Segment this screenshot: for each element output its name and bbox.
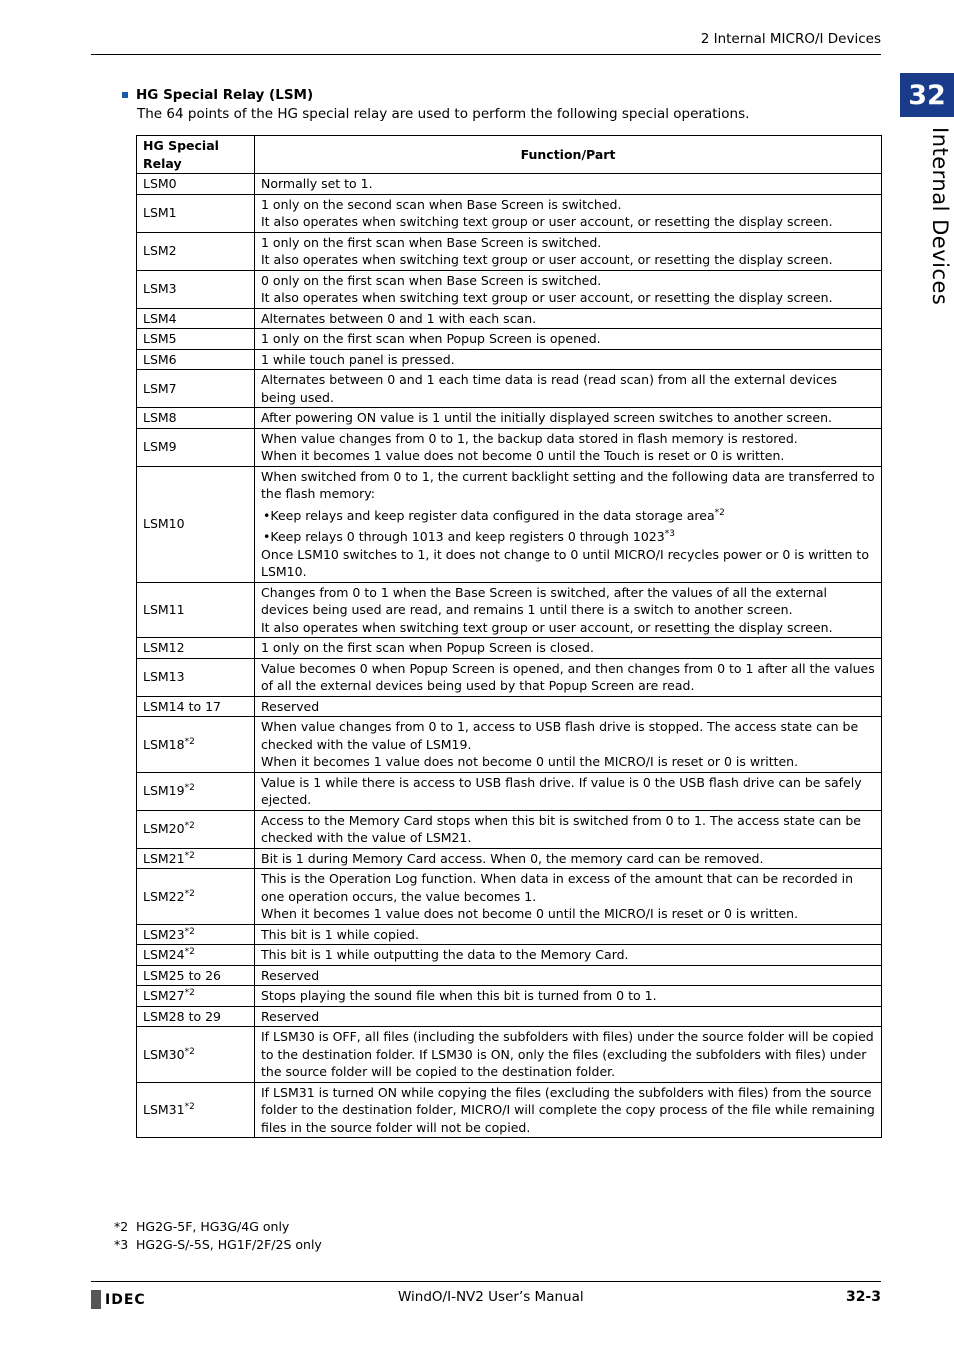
- function-text: Reserved: [261, 698, 320, 714]
- footnote-ref: *2: [184, 1101, 195, 1112]
- square-bullet-icon: [122, 92, 128, 98]
- table-row: [137, 986, 882, 1007]
- function-cell: [255, 232, 882, 270]
- function-text: 1 while touch panel is pressed.: [261, 351, 455, 367]
- function-cell: [255, 329, 882, 350]
- relay-name: LSM2: [143, 243, 177, 259]
- relay-name: LSM25 to 26: [143, 967, 221, 983]
- function-cell: [255, 349, 882, 370]
- function-text: Access to the Memory Card stops when this bit is switched from 0 to 1. The access state can be checked with the value of LSM21.: [261, 812, 861, 845]
- footnote-ref: *2: [184, 987, 195, 998]
- function-text: Reserved: [261, 1008, 320, 1024]
- table-row: [137, 1082, 882, 1138]
- table-row: [137, 638, 882, 659]
- table-row: [137, 924, 882, 945]
- function-text: Alternates between 0 and 1 with each scan.: [261, 310, 537, 326]
- footer-divider: [91, 1281, 881, 1282]
- relay-name: LSM18: [143, 736, 185, 752]
- footnote-text: HG2G-5F, HG3G/4G only: [136, 1219, 290, 1234]
- function-cell: [255, 1082, 882, 1138]
- function-text: If LSM31 is turned ON while copying the files (excluding the subfolders with files) from the source folder to the destination folder, MICRO/I will complete the copy process of the file while remaining files in the source folder will not be copied.: [261, 1084, 875, 1135]
- relay-name-cell: [137, 370, 255, 408]
- table-row: [137, 1027, 882, 1083]
- table-row: [137, 232, 882, 270]
- footnote-mark: *3: [114, 1237, 129, 1252]
- footnote-ref: *2: [184, 946, 195, 957]
- relay-name-cell: [137, 466, 255, 582]
- relay-name: LSM1: [143, 205, 177, 221]
- footnote-ref: *3: [664, 528, 675, 539]
- relay-name: LSM13: [143, 669, 185, 685]
- relay-name: LSM30: [143, 1046, 185, 1062]
- section-intro: The 64 points of the HG special relay are used to perform the following special operations.: [137, 106, 750, 122]
- function-cell: [255, 1006, 882, 1027]
- table-row: [137, 174, 882, 195]
- function-cell: [255, 370, 882, 408]
- table-row: [137, 658, 882, 696]
- function-text: Bit is 1 during Memory Card access. When 0, the memory card can be removed.: [261, 850, 764, 866]
- relay-name: LSM5: [143, 331, 177, 346]
- footnote: [114, 1236, 322, 1254]
- function-text: Value becomes 0 when Popup Screen is opened, and then changes from 0 to 1 after all the values of all the external devices being used by that Popup Screen are read.: [261, 660, 875, 693]
- bullet-text: •Keep relays 0 through 1013 and keep registers 0 through 1023: [263, 529, 665, 544]
- footnote-ref: *2: [184, 926, 195, 937]
- idec-logo: [91, 1290, 146, 1309]
- function-text: Alternates between 0 and 1 each time data is read (read scan) from all the external devices being used.: [261, 372, 838, 405]
- function-cell: [255, 194, 882, 232]
- function-text: Reserved: [261, 967, 320, 983]
- relay-name: LSM24: [143, 947, 185, 962]
- function-cell: [255, 772, 882, 810]
- table-row: [137, 466, 882, 582]
- relay-name: LSM27: [143, 988, 185, 1003]
- function-cell: [255, 174, 882, 195]
- relay-name: LSM3: [143, 281, 177, 297]
- relay-name-cell: [137, 696, 255, 717]
- function-text: This bit is 1 while outputting the data to the Memory Card.: [261, 947, 629, 962]
- function-bullet: [263, 507, 875, 525]
- relay-name-cell: [137, 1006, 255, 1027]
- relay-name-cell: [137, 945, 255, 966]
- relay-name: LSM12: [143, 640, 185, 655]
- page-number: 32-3: [845, 1289, 881, 1305]
- table-row: [137, 965, 882, 986]
- function-cell: [255, 428, 882, 466]
- table-row: [137, 717, 882, 773]
- column-header-relay: HG Special Relay: [137, 136, 255, 174]
- logo-text: IDEC: [105, 1291, 146, 1308]
- relay-name-cell: [137, 349, 255, 370]
- header-divider: [91, 54, 881, 55]
- relay-name-cell: [137, 658, 255, 696]
- function-text: When it becomes 1 value does not become 0 until the Touch is reset or 0 is written.: [261, 448, 785, 463]
- relay-name: LSM14 to 17: [143, 698, 221, 714]
- function-cell: [255, 638, 882, 659]
- relay-name: LSM23: [143, 926, 185, 942]
- footnote-ref: *2: [714, 507, 725, 518]
- function-cell: [255, 848, 882, 869]
- relay-name: LSM20: [143, 821, 185, 837]
- table-row: [137, 696, 882, 717]
- function-text: Normally set to 1.: [261, 176, 373, 191]
- table-row: [137, 428, 882, 466]
- relay-name-cell: [137, 232, 255, 270]
- table-row: [137, 308, 882, 329]
- function-text: 0 only on the first scan when Base Screen is switched.: [261, 272, 602, 288]
- function-text: Once LSM10 switches to 1, it does not change to 0 until MICRO/I recycles power or 0 is written to LSM10.: [261, 546, 869, 579]
- relay-name-cell: [137, 1082, 255, 1138]
- relay-name-cell: [137, 810, 255, 848]
- chapter-number-tab: 32: [900, 73, 954, 117]
- function-text: It also operates when switching text group or user account, or resetting the display screen.: [261, 252, 833, 267]
- function-text: Changes from 0 to 1 when the Base Screen is switched, after the values of all the external devices being used are read, and remains 1 until there is a switch to another screen.: [261, 584, 827, 617]
- relay-name-cell: [137, 329, 255, 350]
- relay-name-cell: [137, 869, 255, 925]
- function-text: When it becomes 1 value does not become 0 until the MICRO/I is reset or 0 is written.: [261, 754, 799, 769]
- function-text: This is the Operation Log function. When data in excess of the amount that can be recorded in one operation occurs, the value becomes 1.: [261, 871, 854, 904]
- function-text: When value changes from 0 to 1, access to USB flash drive is stopped. The access state can be checked with the value of LSM19.: [261, 719, 859, 752]
- column-header-function: Function/Part: [255, 136, 882, 174]
- footnote: [114, 1218, 322, 1236]
- function-cell: [255, 1027, 882, 1083]
- function-text: It also operates when switching text group or user account, or resetting the display screen.: [261, 214, 833, 229]
- function-text: It also operates when switching text group or user account, or resetting the display screen.: [261, 290, 833, 305]
- logo-mark-icon: [91, 1290, 101, 1309]
- manual-title: WindO/I-NV2 User’s Manual: [398, 1289, 584, 1305]
- chapter-side-title: Internal Devices: [928, 127, 952, 306]
- relay-name-cell: [137, 965, 255, 986]
- section-heading: [122, 87, 313, 103]
- function-cell: [255, 717, 882, 773]
- relay-name: LSM21: [143, 850, 185, 866]
- relay-name: LSM9: [143, 439, 177, 455]
- relay-name-cell: [137, 408, 255, 429]
- footnote-text: HG2G-S/-5S, HG1F/2F/2S only: [136, 1237, 322, 1252]
- header-section-title: 2 Internal MICRO/I Devices: [700, 31, 881, 47]
- function-text: This bit is 1 while copied.: [261, 926, 419, 942]
- relay-name-cell: [137, 270, 255, 308]
- relay-name-cell: [137, 924, 255, 945]
- function-text: It also operates when switching text group or user account, or resetting the display screen.: [261, 619, 833, 635]
- function-text: 1 only on the second scan when Base Screen is switched.: [261, 196, 622, 212]
- table-row: [137, 945, 882, 966]
- relay-name-cell: [137, 1027, 255, 1083]
- function-cell: [255, 986, 882, 1007]
- bullet-text: •Keep relays and keep register data configured in the data storage area: [263, 507, 715, 523]
- relay-name-cell: [137, 638, 255, 659]
- relay-name: LSM11: [143, 602, 185, 617]
- footnote-ref: *2: [184, 888, 195, 899]
- function-text: Stops playing the sound file when this bit is turned from 0 to 1.: [261, 988, 657, 1003]
- footnote-ref: *2: [184, 736, 195, 747]
- relay-name-cell: [137, 772, 255, 810]
- function-cell: [255, 658, 882, 696]
- relay-name-cell: [137, 582, 255, 638]
- function-cell: [255, 869, 882, 925]
- table-row: [137, 194, 882, 232]
- relay-name: LSM6: [143, 351, 177, 367]
- relay-name: LSM28 to 29: [143, 1008, 221, 1024]
- function-cell: [255, 810, 882, 848]
- table-row: [137, 869, 882, 925]
- footnotes: [114, 1218, 322, 1254]
- function-cell: [255, 696, 882, 717]
- relay-name-cell: [137, 848, 255, 869]
- relay-name: LSM0: [143, 176, 177, 191]
- function-text: When value changes from 0 to 1, the backup data stored in flash memory is restored.: [261, 430, 798, 446]
- relay-name: LSM10: [143, 516, 185, 532]
- function-bullet: [263, 528, 875, 546]
- table-row: [137, 408, 882, 429]
- function-cell: [255, 945, 882, 966]
- relay-name: LSM8: [143, 410, 177, 425]
- function-text: When it becomes 1 value does not become 0 until the MICRO/I is reset or 0 is written.: [261, 906, 799, 921]
- table-header-row: [137, 136, 882, 174]
- special-relay-table: [136, 135, 882, 1138]
- function-cell: [255, 408, 882, 429]
- footnote-ref: *2: [184, 850, 195, 861]
- function-text: 1 only on the first scan when Popup Screen is closed.: [261, 640, 594, 655]
- function-text: After powering ON value is 1 until the initially displayed screen switches to another screen.: [261, 410, 832, 425]
- function-text: Value is 1 while there is access to USB flash drive. If value is 0 the USB flash drive can be safely ejected.: [261, 774, 862, 807]
- relay-name: LSM4: [143, 310, 177, 326]
- relay-name: LSM19: [143, 783, 185, 799]
- table-row: [137, 810, 882, 848]
- relay-name-cell: [137, 428, 255, 466]
- function-cell: [255, 965, 882, 986]
- footnote-mark: *2: [114, 1219, 129, 1234]
- table-body: [137, 174, 882, 1138]
- section-title-text: HG Special Relay (LSM): [136, 87, 314, 103]
- table-row: [137, 370, 882, 408]
- relay-name: LSM31: [143, 1102, 185, 1117]
- table-row: [137, 349, 882, 370]
- relay-name-cell: [137, 717, 255, 773]
- footnote-ref: *2: [184, 1046, 195, 1057]
- function-text: If LSM30 is OFF, all files (including the subfolders with files) under the source folder will be copied to the destination folder. If LSM30 is ON, only the files (excluding the subfolders with files) under the source folder will be copied to the destination folder.: [261, 1029, 874, 1079]
- relay-name: LSM22: [143, 888, 185, 904]
- function-cell: [255, 924, 882, 945]
- relay-name-cell: [137, 308, 255, 329]
- relay-name-cell: [137, 174, 255, 195]
- table-row: [137, 848, 882, 869]
- function-cell: [255, 270, 882, 308]
- table-row: [137, 1006, 882, 1027]
- function-text: When switched from 0 to 1, the current backlight setting and the following data are transferred to the flash memory:: [261, 468, 875, 501]
- function-text: 1 only on the first scan when Popup Screen is opened.: [261, 331, 601, 346]
- relay-name-cell: [137, 194, 255, 232]
- function-cell: [255, 308, 882, 329]
- footnote-ref: *2: [184, 783, 195, 794]
- function-cell: [255, 466, 882, 582]
- table-row: [137, 582, 882, 638]
- function-cell: [255, 582, 882, 638]
- table-row: [137, 270, 882, 308]
- table-row: [137, 772, 882, 810]
- table-row: [137, 329, 882, 350]
- relay-name: LSM7: [143, 380, 177, 396]
- footnote-ref: *2: [184, 821, 195, 832]
- function-text: 1 only on the first scan when Base Screen is switched.: [261, 234, 602, 250]
- relay-name-cell: [137, 986, 255, 1007]
